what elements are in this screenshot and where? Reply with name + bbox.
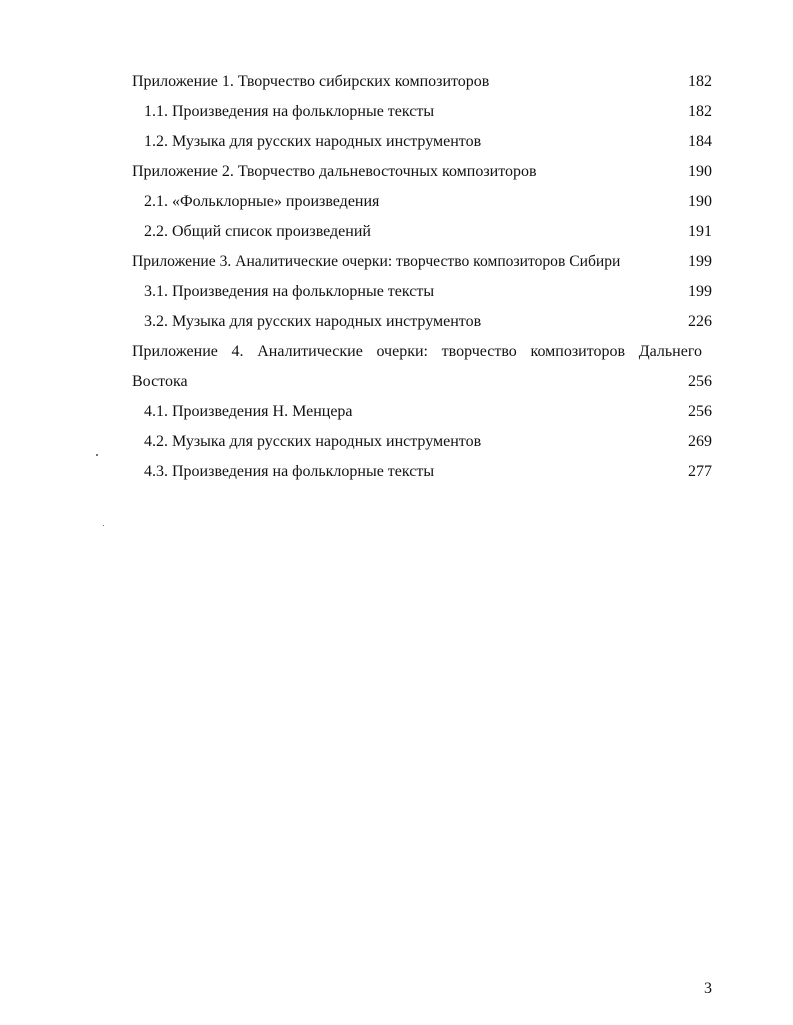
toc-entry-label: 3.1. Произведения на фольклорные тексты — [144, 283, 435, 300]
toc-entry-page: 256 — [688, 403, 712, 420]
page-number: 3 — [704, 980, 712, 997]
toc-entry-3-1 — [0, 282, 793, 312]
toc-entry-appendix-2 — [0, 162, 793, 192]
toc-entry-page: 256 — [688, 373, 712, 390]
toc-entry-2-1 — [0, 192, 793, 222]
toc-entry-4-2 — [0, 432, 793, 462]
scan-speck — [96, 454, 98, 456]
toc-entry-label: 2.1. «Фольклорные» произведения — [144, 193, 380, 210]
toc-entry-page: 191 — [688, 223, 712, 240]
toc-entry-label: 1.1. Произведения на фольклорные тексты — [144, 103, 435, 120]
toc-entry-page: 190 — [688, 163, 712, 180]
scan-speck — [103, 525, 104, 526]
toc-entry-3-2 — [0, 312, 793, 342]
toc-entry-page: 226 — [688, 313, 712, 330]
toc-entry-label: Приложение 3. Аналитические очерки: творчество композиторов Сибири — [132, 253, 621, 270]
toc-entry-page: 190 — [688, 193, 712, 210]
toc-entry-4-1 — [0, 402, 793, 432]
toc-entry-2-2 — [0, 222, 793, 252]
toc-entry-label: 1.2. Музыка для русских народных инструментов — [144, 133, 482, 150]
toc-entry-page: 199 — [688, 283, 712, 300]
toc-entry-label: 4.3. Произведения на фольклорные тексты — [144, 463, 435, 480]
toc-entry-4-3 — [0, 462, 793, 492]
toc-entry-appendix-4-line1: Приложение 4. Аналитические очерки: творчество композиторов Дальнего — [132, 343, 702, 360]
toc-entry-label: Приложение 1. Творчество сибирских композиторов — [132, 73, 490, 90]
toc-entry-1-2 — [0, 132, 793, 162]
toc-entry-appendix-3 — [0, 252, 793, 282]
toc-entry-page: 269 — [688, 433, 712, 450]
toc-entry-page: 199 — [688, 253, 712, 270]
toc-entry-page: 182 — [688, 73, 712, 90]
toc-entry-label: Приложение 2. Творчество дальневосточных композиторов — [132, 163, 537, 180]
toc-entry-label: Востока — [132, 373, 188, 390]
toc-entry-page: 184 — [688, 133, 712, 150]
toc-entry-label: 3.2. Музыка для русских народных инструментов — [144, 313, 482, 330]
toc-entry-page: 277 — [688, 463, 712, 480]
toc-entry-page: 182 — [688, 103, 712, 120]
toc-entry-label: 4.1. Произведения Н. Менцера — [144, 403, 353, 420]
toc-entry-1-1 — [0, 102, 793, 132]
toc-entry-label: 4.2. Музыка для русских народных инструментов — [144, 433, 482, 450]
toc-entry-label: 2.2. Общий список произведений — [144, 223, 371, 240]
toc-entry-appendix-1 — [0, 72, 793, 102]
toc-entry-appendix-4 — [0, 372, 793, 402]
